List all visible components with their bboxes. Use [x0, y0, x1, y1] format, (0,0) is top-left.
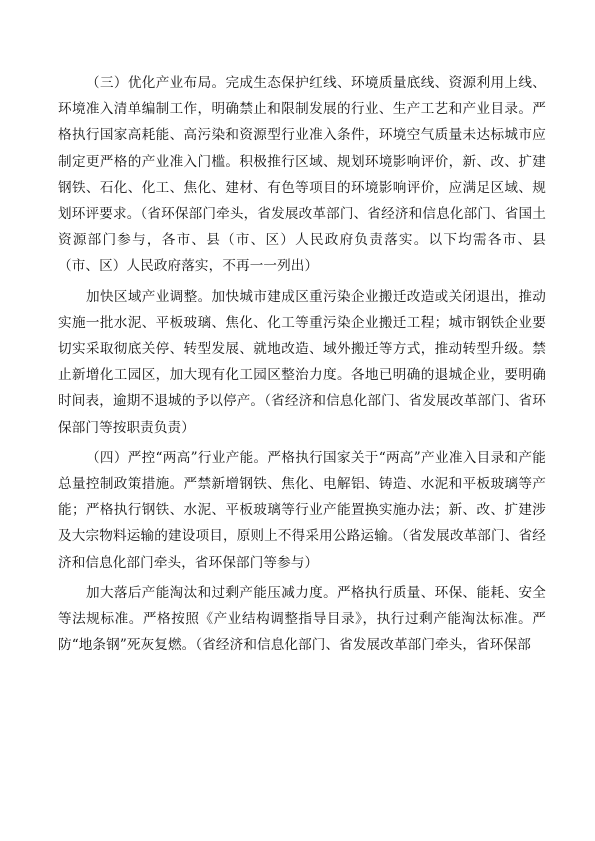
- paragraph-regional-industry-adjustment: 加快区域产业调整。加快城市建成区重污染企业搬迁改造或关闭退出，推动实施一批水泥、平板玻璃、焦化、化工等重污染企业搬迁工程；城市钢铁企业要切实采取彻底关停、转型发展、就地改造、域外搬迁等方式，推动转型升级。禁止新增化工园区，加大现有化工园区整治力度。各地已明确的退城企业，要明确时间表，逾期不退城的予以停产。（省经济和信息化部门、省发展改革部门、省环保部门等按职责负责）: [58, 288, 546, 436]
- paragraph-optimize-industrial-layout: （三）优化产业布局。完成生态保护红线、环境质量底线、资源利用上线、环境准入清单编制工作，明确禁止和限制发展的行业、生产工艺和产业目录。严格执行国家高耗能、高污染和资源型行业准入条件，环境空气质量未达标城市应制定更严格的产业准入门槛。积极推行区域、规划环境影响评价，新、改、扩建钢铁、石化、化工、焦化、建材、有色等项目的环境影响评价，应满足区域、规划环评要求。（省环保部门牵头，省发展改革部门、省经济和信息化部门、省国土资源部门参与，各市、县（市、区）人民政府负责落实。以下均需各市、县（市、区）人民政府落实，不再一一列出）: [58, 75, 546, 275]
- paragraph-control-two-high-capacity: （四）严控“两高”行业产能。严格执行国家关于“两高”产业准入目录和产能总量控制政策措施。严禁新增钢铁、焦化、电解铝、铸造、水泥和平板玻璃等产能；严格执行钢铁、水泥、平板玻璃等行业产能置换实施办法；新、改、扩建涉及大宗物料运输的建设项目，原则上不得采用公路运输。（省发展改革部门、省经济和信息化部门牵头，省环保部门等参与）: [58, 449, 546, 571]
- paragraph-eliminate-backward-capacity: 加大落后产能淘汰和过剩产能压减力度。严格执行质量、环保、能耗、安全等法规标准。严格按照《产业结构调整指导目录》，执行过剩产能淘汰标准。严防“地条钢”死灰复燃。（省经济和信息化部门、省发展改革部门牵头，省环保部: [58, 584, 546, 654]
- document-body: [58, 70, 546, 662]
